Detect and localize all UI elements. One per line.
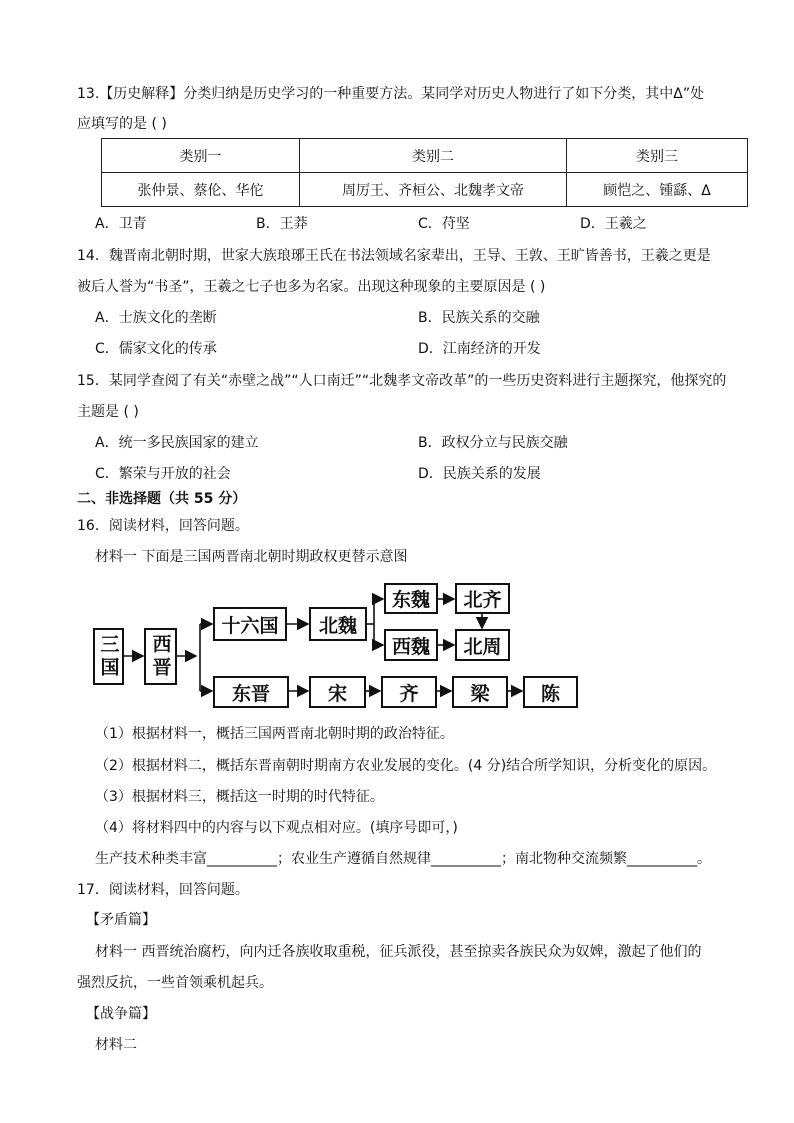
table-header-cell: 类别一 [102,139,300,173]
node-dongjin: 东晋 [213,676,289,708]
q17-heading-conflict: 【矛盾篇】 [86,912,156,928]
q16-sub3: （3）根据材料三，概括这一时期的时代特征。 [95,789,384,805]
table-cell: 周厉王、齐桓公、北魏孝文帝 [300,173,567,207]
table-header-cell: 类别二 [300,139,567,173]
q14-option-a: A．士族文化的垄断 [95,310,217,326]
q13-stem-line2: 应填写的是 ( ) [77,116,167,132]
q16-sub2: （2）根据材料二，概括东晋南朝时期南方农业发展的变化。(4 分)结合所学知识，分析变化的原因。 [95,758,717,774]
q16-material1: 材料一 下面是三国两晋南北朝时期政权更替示意图 [95,549,408,565]
node-sanguo-label: 三国 [97,633,120,680]
q15-option-a: A．统一多民族国家的建立 [95,435,259,451]
q17-material1-line1: 材料一 西晋统治腐朽，向内迁各族收取重税，征兵派役，甚至掠卖各族民众为奴婢，激起了他们的 [95,944,702,960]
q17-material2: 材料二 [95,1037,137,1053]
q17-stem: 17．阅读材料，回答问题。 [77,882,249,898]
q16-sub4: （4）将材料四中的内容与以下观点相对应。(填序号即可，) [95,820,458,836]
q15-option-b: B．政权分立与民族交融 [418,435,568,451]
table-cell: 顾恺之、锺繇、Δ [567,173,748,207]
node-song: 宋 [309,676,366,708]
node-chen: 陈 [523,676,578,708]
node-beizhou: 北周 [455,629,510,661]
q13-option-a: A．卫青 [95,216,147,232]
q14-option-b: B．民族关系的交融 [418,310,540,326]
q16-stem: 16．阅读材料，回答问题。 [77,518,249,534]
node-qi: 齐 [381,676,437,708]
q15-option-d: D．民族关系的发展 [418,466,541,482]
q15-stem-line2: 主题是 ( ) [77,404,139,420]
node-dongwei: 东魏 [384,583,438,614]
node-xijin [144,628,177,685]
q16-fill-blanks: 生产技术种类丰富__________；农业生产遵循自然规律__________；南北物种交流频繁__________。 [95,851,711,867]
table-header-cell: 类别三 [567,139,748,173]
section-heading: 二、非选择题（共 55 分） [77,491,247,507]
q14-stem-line2: 被后人誉为“书圣”，王羲之七子也多为名家。出现这种现象的主要原因是 ( ) [77,279,546,295]
node-beiwei: 北魏 [309,607,367,641]
q17-material1-line2: 强烈反抗，一些首领乘机起兵。 [77,975,273,991]
q15-stem-line1: 15．某同学查阅了有关“赤壁之战”“人口南迁”“北魏孝文帝改革”的一些历史资料进行主题探究，他探究的 [77,373,727,389]
node-liang: 梁 [452,676,508,708]
q16-sub1: （1）根据材料一，概括三国两晋南北朝时期的政治特征。 [95,726,454,742]
q15-option-c: C．繁荣与开放的社会 [95,466,231,482]
node-xiwei: 西魏 [384,629,438,661]
q14-stem-line1: 14．魏晋南北朝时期，世家大族琅琊王氏在书法领域名家辈出，王导、王敦、王旷皆善书，王羲之更是 [77,248,711,264]
q13-option-b: B．王莽 [256,216,308,232]
node-sanguo [93,628,124,685]
q17-heading-war: 【战争篇】 [86,1006,156,1022]
q13-option-c: C．苻坚 [418,216,470,232]
node-shiliuguo: 十六国 [213,607,287,641]
node-xijin-label: 西晋 [149,633,172,680]
q13-stem-line1: 13.【历史解释】分类归纳是历史学习的一种重要方法。某同学对历史人物进行了如下分类，其中Δ”处 [77,86,705,102]
q14-option-d: D．江南经济的开发 [418,341,541,357]
table-cell: 张仲景、蔡伦、华佗 [102,173,300,207]
q13-option-d: D．王羲之 [580,216,647,232]
q14-option-c: C．儒家文化的传承 [95,341,217,357]
node-beiqi: 北齐 [455,583,510,614]
